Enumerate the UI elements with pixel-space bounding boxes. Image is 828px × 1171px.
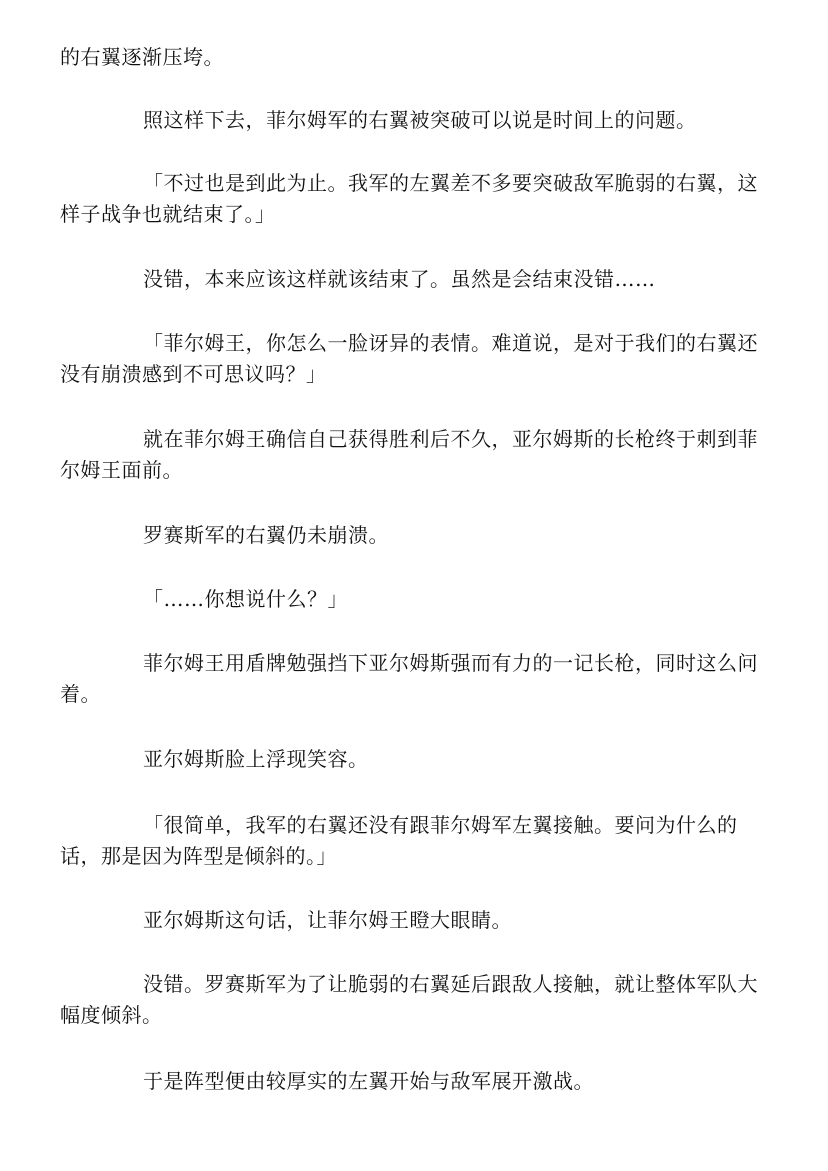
paragraph-6-line-1: 就在菲尔姆王确信自己获得胜利后不久，亚尔姆斯的长枪终于刺到菲 (143, 427, 758, 451)
paragraph-1-line-1: 的右翼逐渐压垮。 (60, 45, 224, 69)
paragraph-10-line-1: 亚尔姆斯脸上浮现笑容。 (143, 747, 369, 771)
paragraph-6-line-2: 尔姆王面前。 (60, 458, 183, 482)
paragraph-12-line-1: 亚尔姆斯这句话，让菲尔姆王瞪大眼睛。 (143, 908, 512, 932)
paragraph-9-line-2: 着。 (60, 682, 101, 706)
paragraph-5-line-1: 「菲尔姆王，你怎么一脸讶异的表情。难道说，是对于我们的右翼还 (143, 331, 758, 355)
paragraph-11-line-2: 话，那是因为阵型是倾斜的。」 (60, 844, 337, 868)
paragraph-8-line-1: 「……你想说什么？」 (143, 587, 348, 611)
paragraph-7-line-1: 罗赛斯军的右翼仍未崩溃。 (143, 523, 389, 547)
paragraph-13-line-2: 幅度倾斜。 (60, 1003, 163, 1027)
paragraph-5-line-2: 没有崩溃感到不可思议吗？」 (60, 362, 327, 386)
paragraph-3-line-2: 样子战争也就结束了。」 (60, 202, 276, 226)
paragraph-3-line-1: 「不过也是到此为止。我军的左翼差不多要突破敌军脆弱的右翼，这 (143, 171, 758, 195)
paragraph-13-line-1: 没错。罗赛斯军为了让脆弱的右翼延后跟敌人接触，就让整体军队大 (143, 972, 758, 996)
paragraph-9-line-1: 菲尔姆王用盾牌勉强挡下亚尔姆斯强而有力的一记长枪，同时这么问 (143, 651, 758, 675)
paragraph-4-line-1: 没错，本来应该这样就该结束了。虽然是会结束没错…… (143, 267, 656, 291)
paragraph-11-line-1: 「很简单，我军的右翼还没有跟菲尔姆军左翼接触。要问为什么的 (143, 813, 738, 837)
paragraph-2-line-1: 照这样下去，菲尔姆军的右翼被突破可以说是时间上的问题。 (143, 108, 697, 132)
paragraph-14-line-1: 于是阵型便由较厚实的左翼开始与敌军展开激战。 (143, 1069, 594, 1093)
